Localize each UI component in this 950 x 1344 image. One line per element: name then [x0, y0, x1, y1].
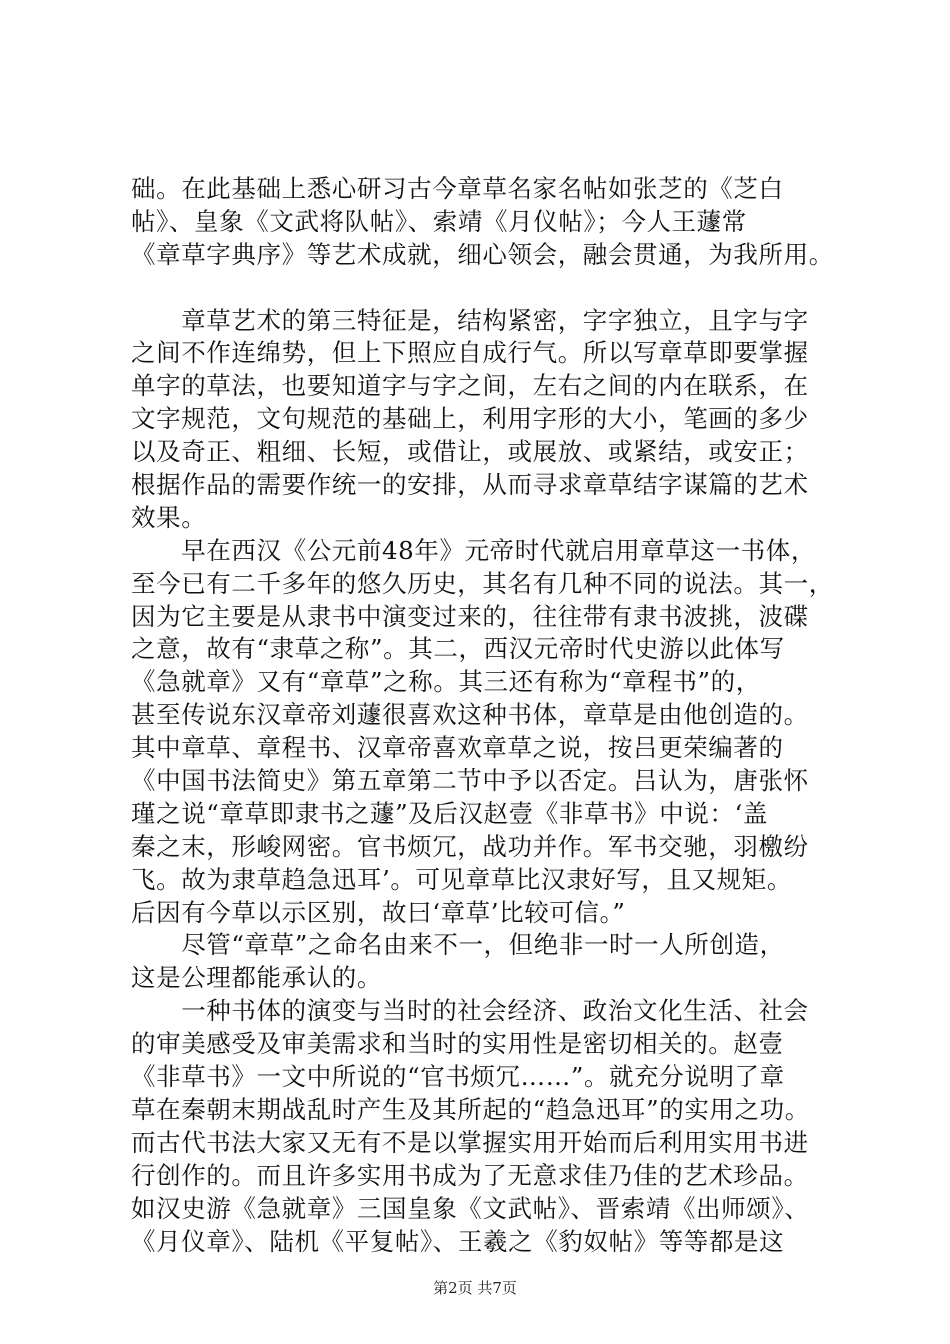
body-text [131, 173, 834, 1258]
text-line: 《中国书法简史》第五章第二节中予以否定。吕认为，唐张怀 [131, 766, 809, 796]
text-line: 《急就章》又有“章草”之称。其三还有称为“章程书”的， [131, 667, 761, 697]
text-line: 之间不作连绵势，但上下照应自成行气。所以写章草即要掌握 [131, 338, 809, 368]
text-line: 《非草书》一文中所说的“官书烦冗……”。就充分说明了章 [131, 1062, 785, 1092]
paragraph [131, 995, 831, 1258]
paragraph [131, 929, 831, 995]
text-line: 础。在此基础上悉心研习古今章草名家名帖如张芝的《芝白 [131, 174, 784, 203]
paragraph [131, 173, 834, 272]
text-line: 《月仪章》、陆机《平复帖》、王羲之《豹奴帖》等等都是这 [131, 1226, 785, 1256]
text-line: 的审美感受及审美需求和当时的实用性是密切相关的。赵壹 [131, 1029, 784, 1059]
page-number: 第2页 共7页 [433, 1279, 517, 1297]
text-line: 而古代书法大家又无有不是以掌握实用开始而后利用实用书进 [131, 1127, 809, 1157]
paragraph [131, 535, 834, 930]
paragraph-spacer [131, 272, 831, 305]
text-line: 后因有今草以示区别，故曰‘章草’比较可信。” [131, 897, 626, 927]
text-line: 《章草字典序》等艺术成就，细心领会，融会贯通，为我所用。 [131, 239, 834, 269]
text-line: 至今已有二千多年的悠久历史，其名有几种不同的说法。其一， [131, 568, 834, 598]
text-line: 其中章草、章程书、汉章帝喜欢章草之说，按吕更荣编著的 [131, 733, 784, 763]
text-line: 单字的草法，也要知道字与字之间，左右之间的内在联系，在 [131, 371, 809, 401]
text-line: 这是公理都能承认的。 [131, 963, 382, 993]
text-line: 尽管“章草”之命名由来不一，但绝非一时一人所创造， [131, 930, 785, 960]
text-line: 文字规范，文句规范的基础上，利用字形的大小，笔画的多少 [131, 404, 809, 434]
text-line: 秦之末，形峻网密。官书烦冗，战功并作。军书交驰，羽檄纷 [131, 831, 809, 861]
text-line: 飞。故为隶草趋急迅耳’。可见章草比汉隶好写，且又规矩。 [131, 864, 792, 894]
text-line: 行创作的。而且许多实用书成为了无意求佳乃佳的艺术珍品。 [131, 1160, 809, 1190]
text-line: 因为它主要是从隶书中演变过来的，往往带有隶书波挑，波碟 [131, 601, 809, 631]
text-line: 章草艺术的第三特征是，结构紧密，字字独立，且字与字 [131, 305, 809, 335]
text-line: 早在西汉《公元前48年》元帝时代就启用章草这一书体， [131, 535, 816, 565]
paragraph [131, 305, 831, 535]
text-line: 根据作品的需要作统一的安排，从而寻求章草结字谋篇的艺术 [131, 470, 809, 500]
text-line: 瑾之说“章草即隶书之蘧”及后汉赵壹《非草书》中说：‘盖 [131, 798, 769, 828]
text-line: 草在秦朝末期战乱时产生及其所起的“趋急迅耳”的实用之功。 [131, 1094, 810, 1124]
text-line: 帖》、皇象《文武将队帖》、索靖《月仪帖》；今人王蘧常 [131, 206, 747, 236]
page-footer [0, 1278, 950, 1298]
text-line: 甚至传说东汉章帝刘蘧很喜欢这种书体，章草是由他创造的。 [131, 700, 809, 730]
text-line: 效果。 [131, 502, 207, 532]
text-line: 如汉史游《急就章》三国皇象《文武帖》、晋索靖《出师颂》、 [131, 1193, 810, 1223]
text-line: 一种书体的演变与当时的社会经济、政治文化生活、社会 [131, 996, 809, 1026]
text-line: 之意，故有“隶草之称”。其二，西汉元帝时代史游以此体写 [131, 634, 785, 664]
text-line: 以及奇正、粗细、长短，或借让，或展放、或紧结，或安正； [131, 437, 809, 467]
